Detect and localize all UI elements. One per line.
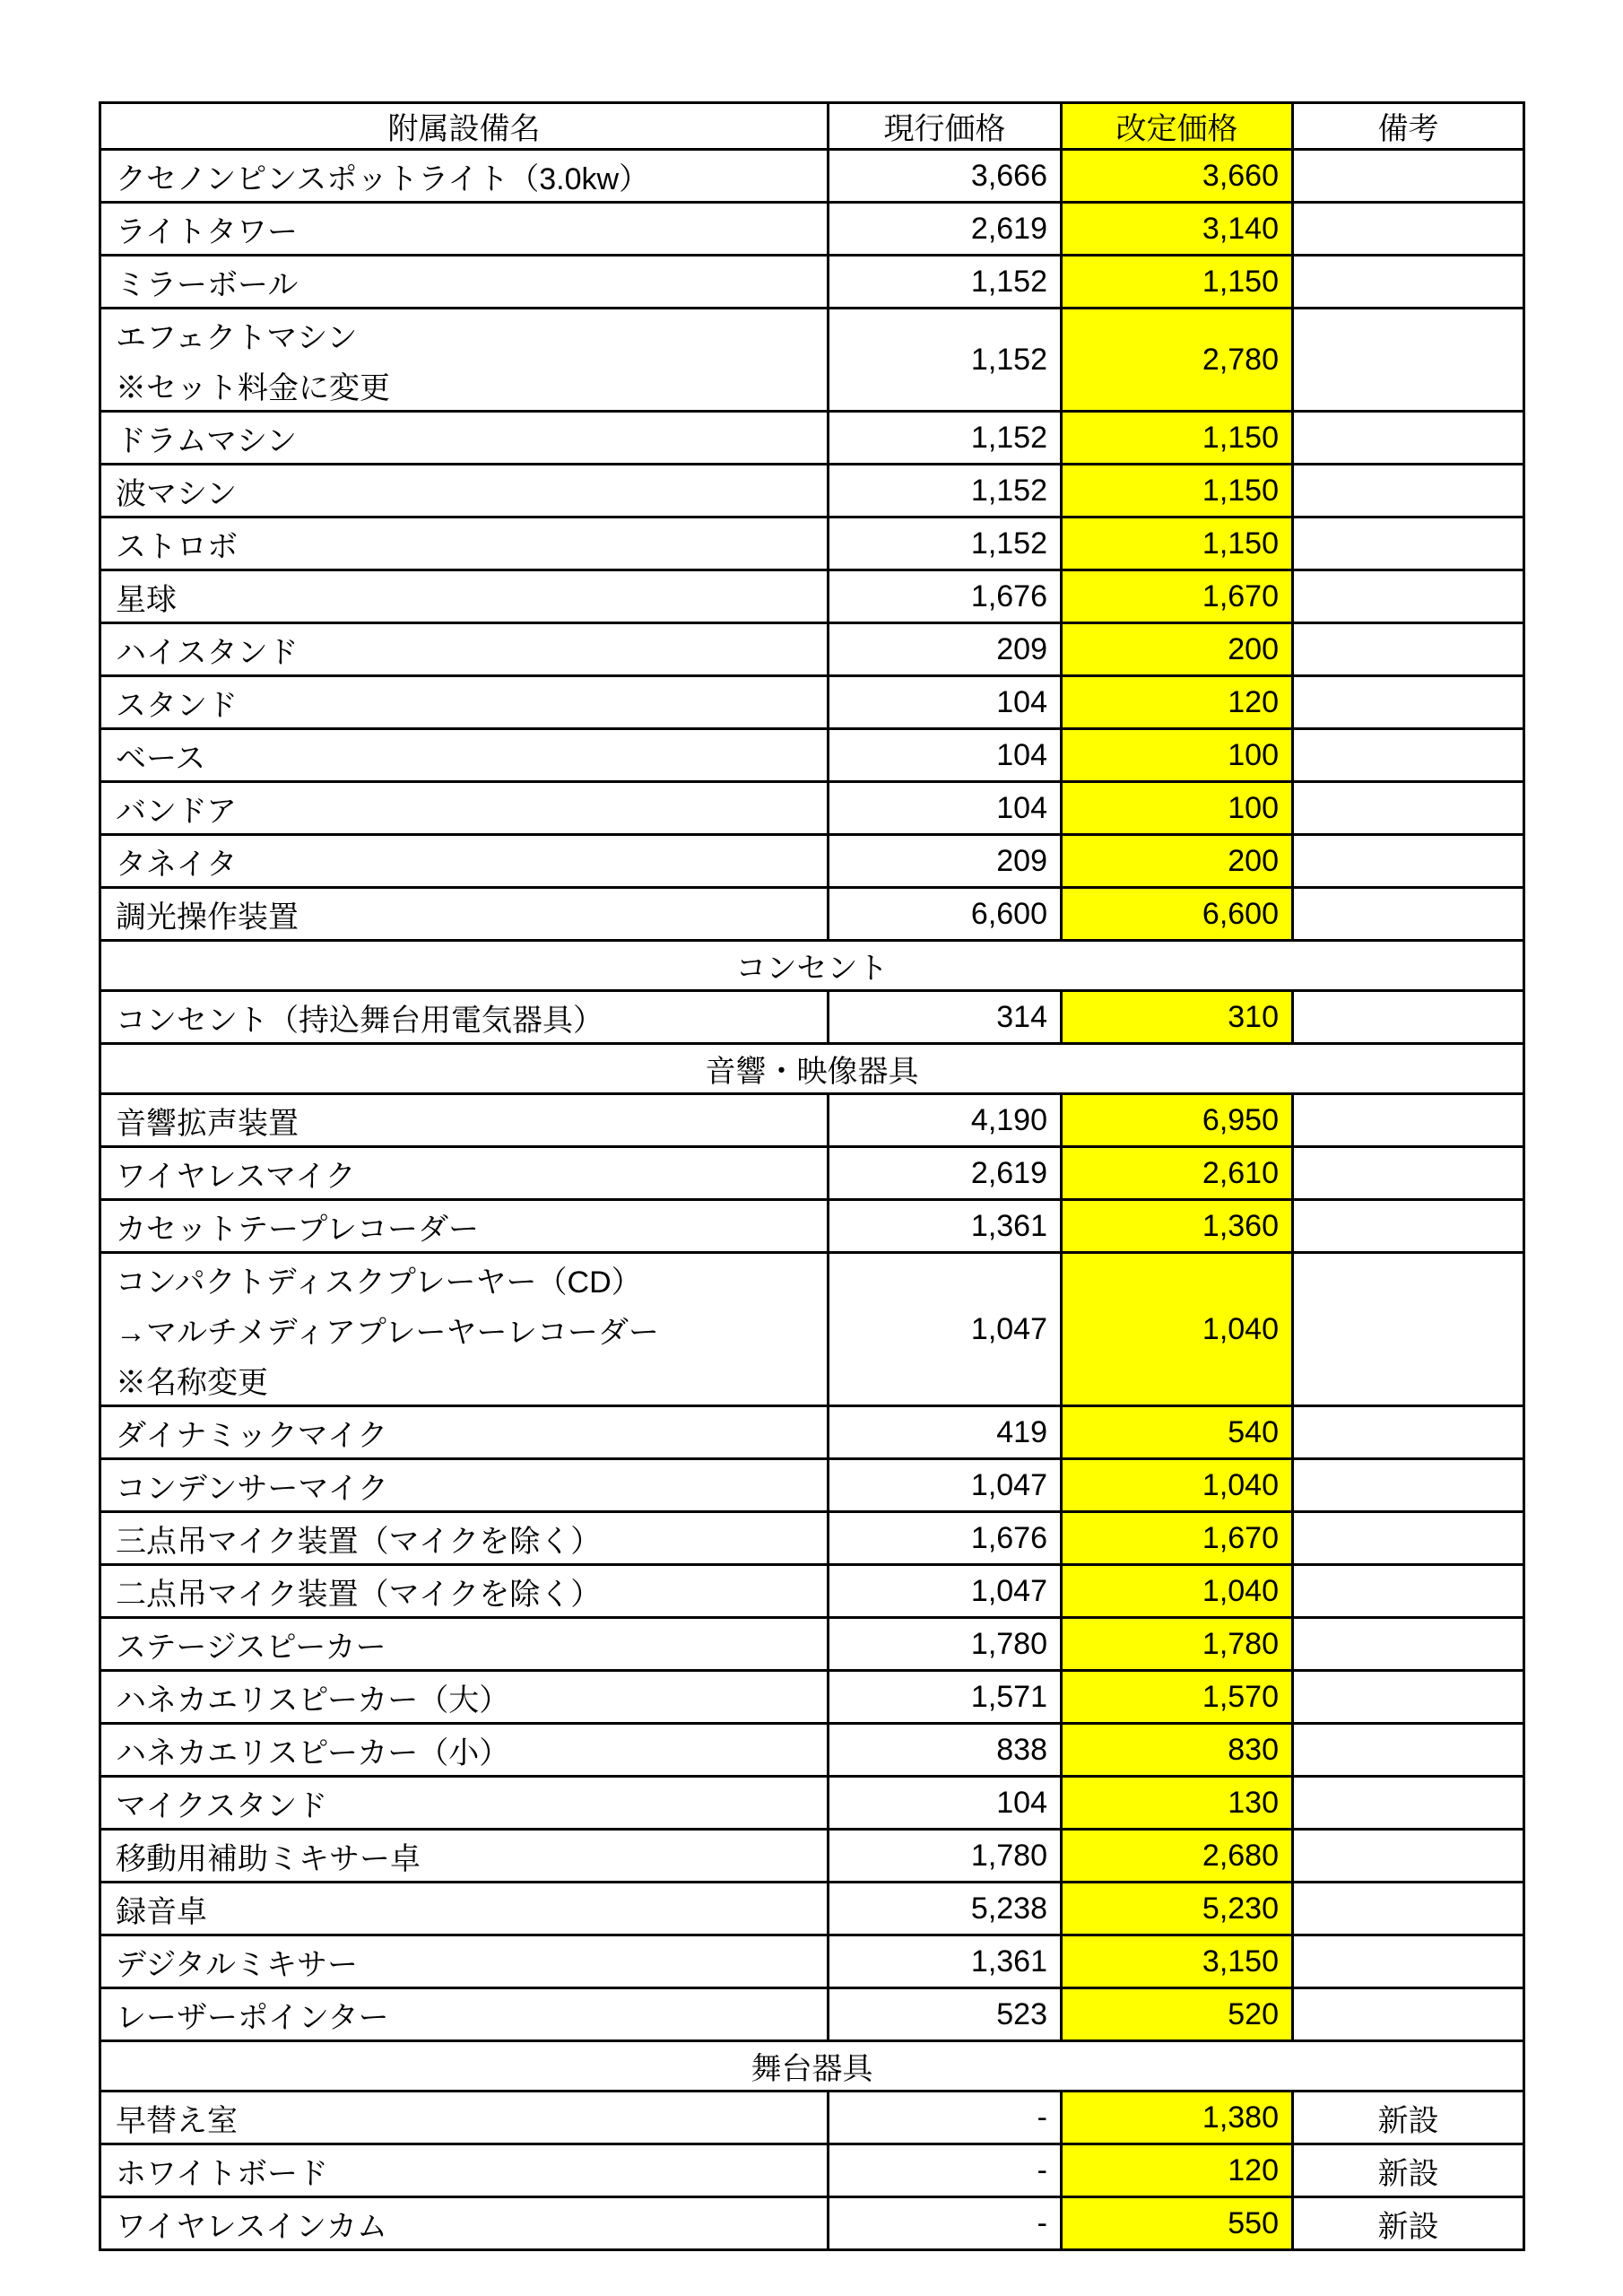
current-price-cell: 2,619 (829, 203, 1062, 256)
current-price-cell: 1,361 (829, 1935, 1062, 1988)
equipment-name-cell (100, 623, 829, 676)
revised-price-cell: 1,780 (1062, 1618, 1293, 1671)
note-cell (1293, 1147, 1524, 1200)
section-label: 音響・映像器具 (100, 1044, 1524, 1094)
table-row (100, 517, 1524, 570)
equipment-name-cell (100, 465, 829, 517)
note-cell (1293, 623, 1524, 676)
table-row (100, 570, 1524, 623)
equipment-name-cell (100, 835, 829, 888)
table-row (100, 991, 1524, 1044)
current-price-cell: 104 (829, 1777, 1062, 1830)
table-row (100, 1988, 1524, 2041)
section-row (100, 2041, 1524, 2092)
header-revised-price: 改定価格 (1062, 103, 1293, 150)
table-row (100, 1512, 1524, 1565)
revised-price-cell: 3,140 (1062, 203, 1293, 256)
revised-price-cell: 1,040 (1062, 1565, 1293, 1618)
equipment-name-cell (100, 1253, 829, 1406)
revised-price-cell: 1,150 (1062, 412, 1293, 465)
note-cell (1293, 676, 1524, 729)
revised-price-cell: 2,680 (1062, 1830, 1293, 1883)
equipment-name-cell (100, 517, 829, 570)
note-cell (1293, 1094, 1524, 1147)
revised-price-cell: 200 (1062, 835, 1293, 888)
equipment-name-cell (100, 1830, 829, 1883)
equipment-name-cell (100, 1094, 829, 1147)
note-cell (1293, 835, 1524, 888)
equipment-name: ハネカエリスピーカー（小） (116, 1735, 510, 1770)
current-price-cell: 1,047 (829, 1459, 1062, 1512)
equipment-name: ワイヤレスインカム (116, 2209, 387, 2244)
current-price-cell: 209 (829, 623, 1062, 676)
equipment-name: ライトタワー (116, 214, 298, 249)
current-price-cell: 1,047 (829, 1253, 1062, 1406)
equipment-name: ワイヤレスマイク (116, 1159, 356, 1194)
equipment-name: コンデンサーマイク (116, 1471, 388, 1506)
note-cell (1293, 150, 1524, 203)
equipment-name-cell (100, 1406, 829, 1459)
revised-price-cell: 3,660 (1062, 150, 1293, 203)
revised-price-cell: 520 (1062, 1988, 1293, 2041)
header-current-price: 現行価格 (829, 103, 1062, 150)
revised-price-cell: 1,360 (1062, 1200, 1293, 1253)
note-cell (1293, 1253, 1524, 1406)
current-price-cell: 3,666 (829, 150, 1062, 203)
equipment-name: 早替え室 (116, 2103, 238, 2138)
equipment-name: コンセント（持込舞台用電気器具） (116, 1003, 603, 1038)
equipment-name-cell (100, 1200, 829, 1253)
equipment-name-cell (100, 1883, 829, 1935)
table-row (100, 835, 1524, 888)
table-row (100, 1724, 1524, 1777)
equipment-name-cell (100, 991, 829, 1044)
equipment-name: マイクスタンド (116, 1788, 328, 1823)
equipment-name: レーザーポインター (116, 2000, 389, 2035)
current-price-cell: 1,152 (829, 309, 1062, 412)
table-row (100, 1459, 1524, 1512)
note-cell (1293, 991, 1524, 1044)
equipment-name-cell (100, 1777, 829, 1830)
revised-price-cell: 120 (1062, 676, 1293, 729)
equipment-name-cell (100, 1147, 829, 1200)
equipment-name: エフェクトマシン (116, 320, 358, 355)
table-row (100, 2197, 1524, 2250)
table-row (100, 465, 1524, 517)
current-price-cell: - (829, 2144, 1062, 2197)
equipment-name-cell (100, 570, 829, 623)
equipment-name: ※名称変更 (116, 1365, 268, 1400)
note-cell (1293, 412, 1524, 465)
note-cell (1293, 782, 1524, 835)
equipment-name: タネイタ (116, 847, 238, 882)
table-row (100, 782, 1524, 835)
revised-price-cell: 2,780 (1062, 309, 1293, 412)
equipment-name: →マルチメディアプレーヤーレコーダー (116, 1315, 659, 1350)
note-cell: 新設 (1293, 2197, 1524, 2250)
table-row (100, 1777, 1524, 1830)
table-row (100, 1200, 1524, 1253)
revised-price-cell: 6,950 (1062, 1094, 1293, 1147)
price-table (99, 101, 1525, 2251)
equipment-name: 音響拡声装置 (116, 1106, 299, 1141)
current-price-cell: 314 (829, 991, 1062, 1044)
note-cell (1293, 1988, 1524, 2041)
equipment-name-cell (100, 1459, 829, 1512)
revised-price-cell: 100 (1062, 782, 1293, 835)
current-price-cell: 1,780 (829, 1618, 1062, 1671)
note-cell (1293, 1512, 1524, 1565)
revised-price-cell: 3,150 (1062, 1935, 1293, 1988)
note-cell (1293, 729, 1524, 782)
equipment-name: ベース (116, 741, 206, 776)
revised-price-cell: 5,230 (1062, 1883, 1293, 1935)
equipment-name: 録音卓 (116, 1894, 207, 1929)
note-cell (1293, 1935, 1524, 1988)
equipment-name-cell (100, 729, 829, 782)
current-price-cell: 4,190 (829, 1094, 1062, 1147)
note-cell (1293, 309, 1524, 412)
table-row (100, 1671, 1524, 1724)
equipment-name: ダイナミックマイク (116, 1418, 388, 1453)
price-table-sheet (99, 101, 1525, 2251)
table-row (100, 203, 1524, 256)
equipment-name-cell (100, 2197, 829, 2250)
note-cell (1293, 203, 1524, 256)
section-row (100, 941, 1524, 991)
current-price-cell: 838 (829, 1724, 1062, 1777)
revised-price-cell: 1,150 (1062, 465, 1293, 517)
note-cell (1293, 1724, 1524, 1777)
table-row (100, 1094, 1524, 1147)
note-cell (1293, 1459, 1524, 1512)
revised-price-cell: 550 (1062, 2197, 1293, 2250)
current-price-cell: 1,676 (829, 1512, 1062, 1565)
revised-price-cell: 1,670 (1062, 1512, 1293, 1565)
revised-price-cell: 200 (1062, 623, 1293, 676)
table-row (100, 1147, 1524, 1200)
revised-price-cell: 1,670 (1062, 570, 1293, 623)
equipment-name: ドラムマシン (116, 423, 298, 458)
current-price-cell: 1,152 (829, 517, 1062, 570)
equipment-name-cell (100, 1988, 829, 2041)
current-price-cell: 419 (829, 1406, 1062, 1459)
current-price-cell: 104 (829, 729, 1062, 782)
equipment-name-cell (100, 782, 829, 835)
current-price-cell: 1,676 (829, 570, 1062, 623)
revised-price-cell: 1,150 (1062, 517, 1293, 570)
equipment-name: 波マシン (116, 476, 238, 511)
equipment-name-cell (100, 1671, 829, 1724)
equipment-name: ハネカエリスピーカー（大） (116, 1683, 510, 1718)
equipment-name-cell (100, 1618, 829, 1671)
current-price-cell: 1,152 (829, 412, 1062, 465)
revised-price-cell: 2,610 (1062, 1147, 1293, 1200)
header-row (100, 103, 1524, 150)
table-row (100, 1618, 1524, 1671)
equipment-name-cell (100, 203, 829, 256)
note-cell (1293, 888, 1524, 941)
note-cell (1293, 1200, 1524, 1253)
revised-price-cell: 830 (1062, 1724, 1293, 1777)
section-row (100, 1044, 1524, 1094)
equipment-name: ※セット料金に変更 (116, 370, 390, 405)
current-price-cell: 5,238 (829, 1883, 1062, 1935)
equipment-name-cell (100, 1512, 829, 1565)
note-cell (1293, 1883, 1524, 1935)
equipment-name: バンドア (116, 794, 237, 829)
table-row (100, 2092, 1524, 2144)
revised-price-cell: 1,040 (1062, 1459, 1293, 1512)
equipment-name: 移動用補助ミキサー卓 (116, 1841, 421, 1876)
revised-price-cell: 1,150 (1062, 256, 1293, 309)
equipment-name-cell (100, 2092, 829, 2144)
section-label: コンセント (100, 941, 1524, 991)
equipment-name-cell (100, 2144, 829, 2197)
note-cell (1293, 517, 1524, 570)
note-cell (1293, 1777, 1524, 1830)
revised-price-cell: 6,600 (1062, 888, 1293, 941)
equipment-name: 調光操作装置 (116, 900, 299, 935)
current-price-cell: 1,361 (829, 1200, 1062, 1253)
equipment-name-cell (100, 1724, 829, 1777)
current-price-cell: 209 (829, 835, 1062, 888)
note-cell (1293, 256, 1524, 309)
equipment-name-cell (100, 412, 829, 465)
equipment-name: ホワイトボード (116, 2156, 328, 2191)
current-price-cell: 1,152 (829, 465, 1062, 517)
note-cell (1293, 1406, 1524, 1459)
note-cell (1293, 465, 1524, 517)
table-row (100, 676, 1524, 729)
equipment-name: ステージスピーカー (116, 1630, 386, 1665)
equipment-name: スタンド (116, 688, 238, 723)
current-price-cell: 1,780 (829, 1830, 1062, 1883)
equipment-name: コンパクトディスクプレーヤー（CD） (116, 1265, 642, 1300)
equipment-name-cell (100, 676, 829, 729)
current-price-cell: 1,152 (829, 256, 1062, 309)
equipment-name: カセットテープレコーダー (116, 1212, 479, 1247)
table-row (100, 1830, 1524, 1883)
current-price-cell: - (829, 2197, 1062, 2250)
equipment-name-cell (100, 888, 829, 941)
table-row (100, 1406, 1524, 1459)
note-cell: 新設 (1293, 2092, 1524, 2144)
equipment-name-cell (100, 1935, 829, 1988)
table-row (100, 1935, 1524, 1988)
revised-price-cell: 540 (1062, 1406, 1293, 1459)
table-row (100, 888, 1524, 941)
equipment-name: ハイスタンド (116, 635, 299, 670)
revised-price-cell: 1,570 (1062, 1671, 1293, 1724)
revised-price-cell: 100 (1062, 729, 1293, 782)
revised-price-cell: 130 (1062, 1777, 1293, 1830)
revised-price-cell: 310 (1062, 991, 1293, 1044)
equipment-name-cell (100, 150, 829, 203)
table-row (100, 1565, 1524, 1618)
table-row (100, 1253, 1524, 1406)
equipment-name: 星球 (116, 582, 177, 617)
equipment-name-cell (100, 309, 829, 412)
note-cell (1293, 1671, 1524, 1724)
note-cell (1293, 1565, 1524, 1618)
current-price-cell: 1,047 (829, 1565, 1062, 1618)
note-cell (1293, 1618, 1524, 1671)
revised-price-cell: 1,380 (1062, 2092, 1293, 2144)
current-price-cell: 6,600 (829, 888, 1062, 941)
current-price-cell: - (829, 2092, 1062, 2144)
equipment-name-cell (100, 1565, 829, 1618)
equipment-name-cell (100, 256, 829, 309)
current-price-cell: 104 (829, 782, 1062, 835)
equipment-name: 三点吊マイク装置（マイクを除く） (116, 1524, 602, 1559)
note-cell: 新設 (1293, 2144, 1524, 2197)
equipment-name: クセノンピンスポットライト（3.0kw） (116, 161, 650, 196)
table-row (100, 256, 1524, 309)
current-price-cell: 104 (829, 676, 1062, 729)
current-price-cell: 523 (829, 1988, 1062, 2041)
header-note: 備考 (1293, 103, 1524, 150)
table-row (100, 729, 1524, 782)
current-price-cell: 2,619 (829, 1147, 1062, 1200)
equipment-name: ストロボ (116, 529, 238, 564)
table-row (100, 412, 1524, 465)
note-cell (1293, 1830, 1524, 1883)
price-table-body (100, 150, 1524, 2250)
note-cell (1293, 570, 1524, 623)
table-row (100, 150, 1524, 203)
revised-price-cell: 120 (1062, 2144, 1293, 2197)
section-label: 舞台器具 (100, 2041, 1524, 2092)
equipment-name: 二点吊マイク装置（マイクを除く） (116, 1577, 602, 1612)
revised-price-cell: 1,040 (1062, 1253, 1293, 1406)
table-row (100, 1883, 1524, 1935)
equipment-name: ミラーボール (116, 267, 299, 302)
equipment-name: デジタルミキサー (116, 1947, 358, 1982)
header-equipment-name: 附属設備名 (100, 103, 829, 150)
current-price-cell: 1,571 (829, 1671, 1062, 1724)
table-row (100, 623, 1524, 676)
table-row (100, 309, 1524, 412)
table-row (100, 2144, 1524, 2197)
